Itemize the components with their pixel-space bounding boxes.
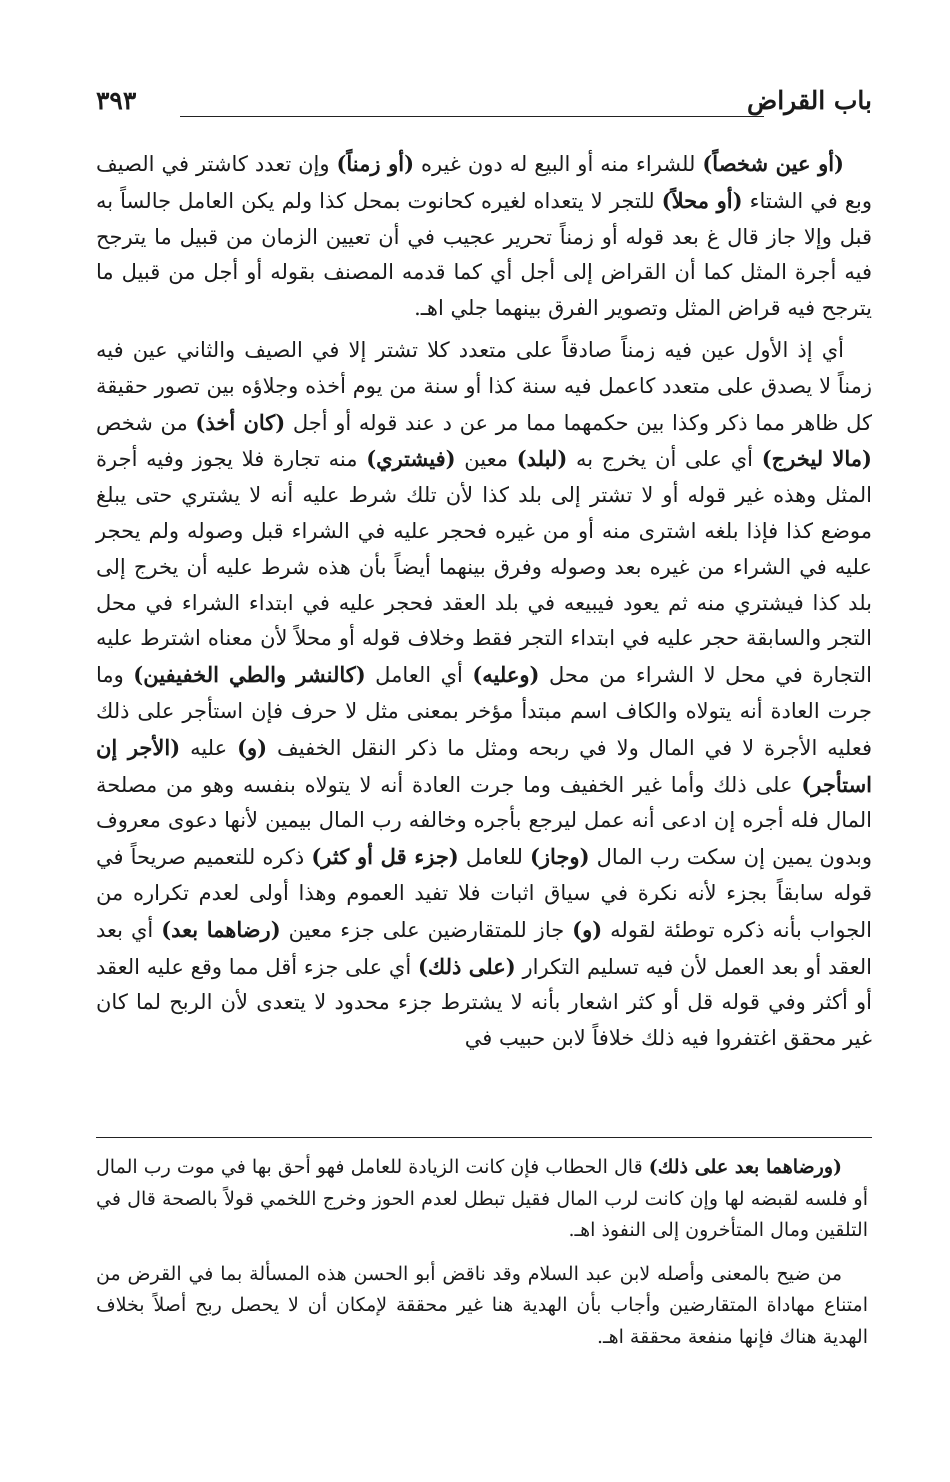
bold-term: (رضاهما بعد) (161, 916, 281, 942)
text-run: ذكره للتعميم صريحاً في قوله سابقاً بجزء لأنه نكرة في سياق اثبات فلا تفيد العموم وهذا أولى لعدم تكراره من الجواب بأنه ذكره توطئة لقوله (96, 845, 873, 942)
text-run: من ضيح بالمعنى وأصله لابن عبد السلام وقد ناقض أبو الحسن هذه المسألة بما في القرض من امتناع مهاداة المتقارضين وأجاب بأن الهدية هنا غير محققة لإمكان أن لا يحصل ربح أصلاً بخلاف الهدية هناك فإنها منفعة محققة اهـ. (96, 1262, 868, 1348)
bold-term: (ورضاهما بعد على ذلك) (648, 1156, 843, 1178)
text-run: وإن تعدد كاشتر في الصيف وبع في الشتاء (96, 152, 872, 213)
text-run: أي إذ الأول عين فيه زمناً صادقاً على متعدد كلا تشتر إلا في الصيف والثاني عين فيه زمناً لا يصدق على متعدد كاعمل فيه سنة كذا أو سنة من يوم أخذه وجلاؤه بين تصور حقيقة كل ظاهر مما ذكر وكذا بين حكمهما مما مر عن د عند قوله أو أجل (96, 337, 872, 435)
bold-term: (أو محلاً) (661, 187, 743, 213)
main-text (96, 146, 872, 1057)
bold-term: (فيشتري) (366, 446, 456, 472)
bold-term: (كالنشر والطي الخفيفين) (133, 662, 366, 688)
text-run: جاز للمتقارضين على جزء معين (280, 917, 573, 942)
text-run: من شخص (96, 410, 196, 435)
bold-term: (وعليه) (472, 662, 540, 688)
text-run: أي على أن يخرج به (567, 447, 762, 472)
bold-term: (على ذلك) (417, 953, 516, 979)
text-run: على ذلك وأما غير الخفيف وما جرت العادة أنه لا يتولاه بنفسه وهو من مصلحة المال فله أجره إن ادعى أنه عمل ليرجع بأجره وخالفه رب المال بيمين لأنها دعوى معروف وبدون يمين إن سكت رب المال (96, 772, 872, 870)
text-run: أي على جزء أقل مما وقع عليه العقد أو أكثر وفي قوله قل أو كثر اشعار بأنه لا يشترط جزء محدود لا يتعدى لأن الربح لما كان غير محقق اغتفروا فيه ذلك خلافاً لابن حبيب في (96, 954, 872, 1051)
bold-term: (و) (237, 734, 268, 760)
bold-term: (مالا ليخرج) (761, 446, 872, 472)
bold-term: (و) (572, 916, 603, 942)
text-run: منه تجارة فلا يجوز وفيه أجرة المثل وهذه غير قوله أو لا تشتر إلى بلد كذا لأن تلك شرط عليه أنه لا يشتري حتى يبلغ موضع كذا فإذا بلغه اشترى منه أو من غيره فحجر عليه في الشراء قبل وصوله ولم يحجر عليه في الشراء من غيره بعد وصوله وفرق بينهما أيضاً بأن هذه شرط عليه أن يخرج إلى بلد كذا فيشتري منه ثم يعود فيبيعه في بلد العقد فحجر عليه في ابتداء الشراء في محل التجر والسابقة حجر عليه في ابتداء التجر فقط وخلاف قوله أو محلاً لأن معناه اشترط عليه التجارة في محل لا الشراء من محل (96, 447, 873, 688)
page-header (96, 86, 872, 126)
footnote-separator (96, 1137, 872, 1138)
text-run: عليه (180, 735, 238, 760)
footnote-1 (96, 1152, 868, 1247)
text-run: للشراء منه أو البيع له دون غيره (414, 152, 703, 176)
footnotes (96, 1152, 868, 1353)
text-run: أي بعد العقد أو بعد العمل لأن فيه تسليم التكرار (96, 917, 872, 979)
page-number: ٣٩٣ (96, 86, 137, 115)
running-title: باب القراض (747, 86, 872, 115)
text-run: للعامل (458, 845, 530, 870)
bold-term: (وجاز) (529, 844, 590, 870)
header-rule (180, 116, 764, 117)
bold-term: (الأجر إن استأجر) (96, 734, 872, 797)
main-paragraph-2 (96, 333, 872, 1057)
main-paragraph-1 (96, 146, 872, 327)
bold-term: (أو زمناً) (336, 151, 415, 176)
footnote-2 (96, 1259, 868, 1354)
bold-term: (لبلد) (516, 446, 568, 472)
bold-term: (أو عين شخصاً) (702, 151, 844, 176)
text-run: معين (455, 447, 517, 472)
bold-term: (كان أخذ) (195, 409, 286, 435)
text-run: للتجر لا يتعداه لغيره كحانوت بمحل كذا ولم يكن العامل جالساً به قبل وإلا جاز قال غ بعد قوله أو زمناً تحرير عجيب في أن تعيين الزمان من قبيل ما يترجح فيه أجرة المثل كما أن القراض إلى أجل أي كما قدمه المصنف بقوله أو أجل من قبيل ما يترجح فيه قراض المثل وتصوير الفرق بينهما جلي اهـ. (96, 188, 872, 321)
text-run: قال الحطاب فإن كانت الزيادة للعامل فهو أحق بها في موت رب المال أو فلسه لقبضه لها وإن كانت لرب المال فقيل تبطل لعدم الحوز وخرج اللخمي قولاً بالصحة قال في التلقين ومال المتأخرون إلى النفوذ اهـ. (96, 1156, 868, 1241)
text-run: وما جرت العادة أنه يتولاه والكاف اسم مبتدأ مؤخر بمعنى مثل لا حرف فإن استأجر على ذلك فعليه الأجرة لا في المال ولا في ربحه ومثل ما ذكر النقل الخفيف (96, 663, 873, 760)
text-run: أي العامل (365, 663, 473, 688)
bold-term: (جزء قل أو كثر) (311, 844, 459, 870)
